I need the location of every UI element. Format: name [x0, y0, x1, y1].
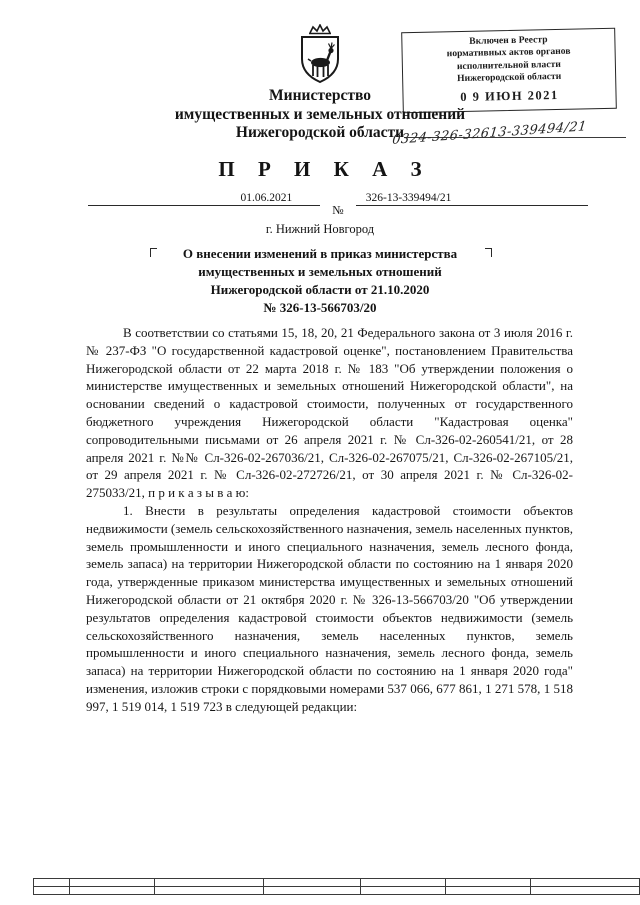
ministry-title-line-3: Нижегородской области — [235, 124, 405, 141]
subject-line-4: № 326-13-566703/20 — [263, 300, 377, 315]
subject-line-2: имущественных и земельных отношений — [198, 264, 442, 279]
number-underline — [356, 205, 588, 206]
body-paragraph-2: 1. Внести в результаты определения кадастровой стоимости объектов недвижимости (земель сельскохозяйственного назначения, земель населенных пунктов, земель промышленности и иного специального назначения, земель лесного фонда, земель запаса) на территории Нижегородской области по состоянию на 1 января 2020 года, утвержденные приказом министерства имущественных и земельных отношений Нижегородской области от 21 октября 2020 г. № 326-13-566703/20 "Об утверждении результатов определения кадастровой стоимости объектов недвижимости (земель сельскохозяйственного назначения, земель населенных пунктов, земель промышленности и иного специального назначения, земель лесного фонда, земель запаса) на территории Нижегородской области по состоянию на 1 января 2020 года" изменения, изложив строки с порядковыми номерами 537 066, 677 861, 1 271 578, 1 518 997, 1 519 014, 1 519 723 в следующей редакции: — [86, 502, 573, 714]
subject-block — [0, 245, 640, 317]
stamp-line-4: Нижегородской области — [456, 71, 562, 85]
city-line: г. Нижний Новгород — [265, 222, 375, 236]
handwritten-registration-number: 0324-326-32613-339494/21 — [391, 119, 588, 148]
order-date: 01.06.2021 — [240, 192, 293, 204]
order-number-cell — [356, 192, 588, 206]
table-row — [34, 879, 640, 887]
order-date-cell — [88, 192, 320, 206]
ministry-title — [0, 87, 640, 143]
table-fragment — [33, 878, 640, 905]
results-table-fragment — [33, 878, 640, 895]
subject-line-3: Нижегородской области от 21.10.2020 — [210, 282, 430, 297]
date-number-row — [88, 191, 588, 217]
ministry-title-line-1: Министерство — [269, 87, 371, 104]
corner-mark-right — [485, 248, 492, 257]
ministry-title-line-2: имущественных и земельных отношений — [174, 105, 466, 123]
stamp-line-2: нормативных актов органов — [446, 46, 571, 60]
order-number: 326-13-339494/21 — [365, 192, 452, 204]
coat-of-arms-emblem — [292, 24, 348, 91]
stamp-date: 0 9 ИЮН 2021 — [460, 87, 559, 104]
table-row — [34, 887, 640, 895]
body-paragraph-1: В соответствии со статьями 15, 18, 20, 21 Федерального закона от 3 июля 2016 г. № 237-ФЗ "О государственной кадастровой оценке", постановлением Правительства Нижегородской области от 22 марта 2018 г. № 183 "Об утверждении положения о министерстве имущественных и земельных отношений Нижегородской области", на основании сведений о кадастровой стоимости, полученных от государственного бюджетного учреждения Нижегородской области "Кадастровая оценка" сопроводительными письмами от 26 апреля 2021 г. № Сл-326-02-260541/21, от 28 апреля 2021 г. №№ Сл-326-02-267036/21, Сл-326-02-267075/21, Сл-326-02-267105/21, от 29 апреля 2021 г. № Сл-326-02-272726/21, от 30 апреля 2021 г. № Сл-326-02-275033/21, п р и к а з ы в а ю: — [86, 325, 573, 501]
stamp-line-3: исполнительной власти — [456, 58, 561, 73]
deer-emblem-icon — [292, 24, 348, 86]
order-body — [86, 324, 573, 716]
date-underline — [88, 205, 320, 206]
document-type-heading: П Р И К А З — [218, 157, 431, 181]
subject-line-1: О внесении изменений в приказ министерства — [182, 246, 458, 261]
corner-mark-left — [150, 248, 157, 257]
number-sign: № — [332, 203, 344, 217]
stamp-line-1: Включен в Реестр — [469, 34, 548, 47]
